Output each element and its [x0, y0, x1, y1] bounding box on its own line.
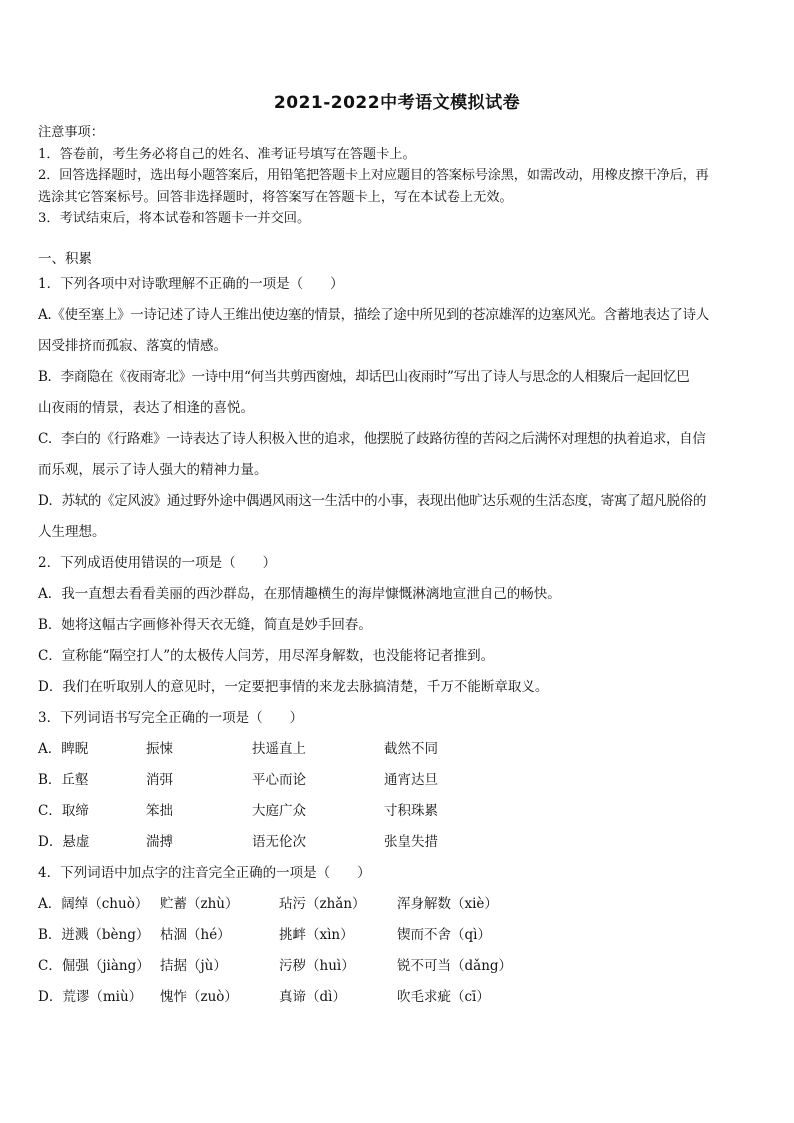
q3-word: 寸积珠累	[384, 803, 438, 819]
notes-item: 选涂其它答案标号。回答非选择题时，将答案写在答题卡上，写在本试卷上无效。	[38, 189, 513, 205]
q1-option-d-line2: 人生理想。	[38, 524, 106, 540]
q4-word: 玷污（zhǎn）	[279, 896, 366, 912]
question-2-stem: 2．下列成语使用错误的一项是（ ）	[38, 555, 277, 571]
q1-option-b-line2: 山夜雨的情景，表达了相逢的喜悦。	[38, 400, 254, 416]
q4-word: 真谛（dì）	[279, 989, 346, 1005]
q1-option-a-line2: 因受排挤而孤寂、落寞的情感。	[38, 338, 227, 354]
q1-option-c-line1: C．李白的《行路难》一诗表达了诗人积极入世的追求，他摆脱了歧路彷徨的苦闷之后满怀对理想的执着追求，自信	[38, 431, 706, 447]
q3-option-row	[38, 734, 760, 765]
q4-word: D．荒谬（miù）	[38, 989, 143, 1005]
q3-word: 平心而论	[252, 772, 306, 788]
q3-option-row	[38, 796, 760, 827]
q4-word: 挑衅（xìn）	[279, 927, 354, 943]
q4-word: A．阔绰（chuò）	[38, 896, 149, 912]
q4-option-row	[38, 889, 760, 920]
q2-option-d: D．我们在听取别人的意见时，一定要把事情的来龙去脉搞清楚，千万不能断章取义。	[38, 679, 549, 695]
q3-word: 张皇失措	[384, 834, 438, 850]
q4-word: 枯涸（hé）	[160, 927, 231, 943]
q4-word: 拮据（jù）	[160, 958, 227, 974]
q3-word: 截然不同	[384, 741, 438, 757]
page-title: 2021-2022中考语文模拟试卷	[273, 93, 521, 113]
q4-word: 污秽（huì）	[279, 958, 355, 974]
q3-word: A．睥睨	[38, 741, 89, 757]
question-1-stem: 1．下列各项中对诗歌理解不正确的一项是（ ）	[38, 276, 344, 292]
q4-word: B．迸溅（bèng）	[38, 927, 150, 943]
q3-word: B．丘壑	[38, 772, 89, 788]
q4-word: 贮蓄（zhù）	[160, 896, 239, 912]
q1-option-a-line1: A.《使至塞上》一诗记述了诗人王维出使边塞的情景，描绘了途中所见到的苍凉雄浑的边塞风光。含蓄地表达了诗人	[38, 307, 709, 323]
q3-option-row	[38, 827, 760, 858]
q3-word: 通宵达旦	[384, 772, 438, 788]
q2-option-c: C．宣称能“隔空打人”的太极传人闫芳，用尽浑身解数，也没能将记者推到。	[38, 648, 495, 664]
q1-option-c-line2: 而乐观，展示了诗人强大的精神力量。	[38, 462, 268, 478]
q3-word: 扶遥直上	[252, 741, 306, 757]
q4-word: 吹毛求疵（cī）	[397, 989, 490, 1005]
q3-word: 湍搏	[146, 834, 173, 850]
q3-word: 笨拙	[146, 803, 173, 819]
notes-heading: 注意事项：	[38, 125, 104, 140]
notes-item: 2．回答选择题时，选出每小题答案后，用铅笔把答题卡上对应题目的答案标号涂黑，如需改动，用橡皮擦干净后，再	[38, 168, 709, 183]
q4-word: 浑身解数（xiè）	[397, 896, 498, 912]
notes-block	[38, 122, 760, 230]
q4-word: 锐不可当（dǎng）	[397, 958, 513, 974]
q4-option-row	[38, 920, 760, 951]
questions-block	[38, 244, 760, 1013]
notes-item: 1．答卷前，考生务必将自己的姓名、准考证号填写在答题卡上。	[38, 146, 416, 162]
q1-option-d-line1: D．苏轼的《定风波》通过野外途中偶遇风雨这一生活中的小事，表现出他旷达乐观的生活态度，寄寓了超凡脱俗的	[38, 493, 706, 509]
q3-word: D．悬虚	[38, 834, 90, 850]
question-3-stem: 3．下列词语书写完全正确的一项是（ ）	[38, 710, 304, 726]
q3-word: 消弭	[146, 772, 173, 788]
q4-option-row	[38, 982, 760, 1013]
q4-option-row	[38, 951, 760, 982]
q2-option-a: A．我一直想去看看美丽的西沙群岛，在那情趣横生的海岸慷慨淋漓地宣泄自己的畅快。	[38, 586, 561, 602]
q4-word: 锲而不舍（qì）	[397, 927, 491, 943]
q3-option-row	[38, 765, 760, 796]
question-4-stem: 4．下列词语中加点字的注音完全正确的一项是（ ）	[38, 865, 371, 881]
q3-word: 语无伦次	[252, 834, 306, 850]
q3-word: C．取缔	[38, 803, 89, 819]
q1-option-b-line1: B．李商隐在《夜雨寄北》一诗中用“何当共剪西窗烛，却话巴山夜雨时”写出了诗人与思念的人相聚后一起回忆巴	[38, 369, 690, 385]
q2-option-b: B．她将这幅古字画修补得天衣无缝，简直是妙手回春。	[38, 617, 372, 633]
q4-word: 愧怍（zuò）	[160, 989, 238, 1005]
q3-word: 大庭广众	[252, 803, 306, 819]
q3-word: 振悚	[146, 741, 173, 757]
notes-item: 3．考试结束后，将本试卷和答题卡一并交回。	[38, 211, 311, 226]
section-heading: 一、积累	[38, 251, 92, 267]
q4-word: C．倔强（jiàng）	[38, 958, 150, 974]
